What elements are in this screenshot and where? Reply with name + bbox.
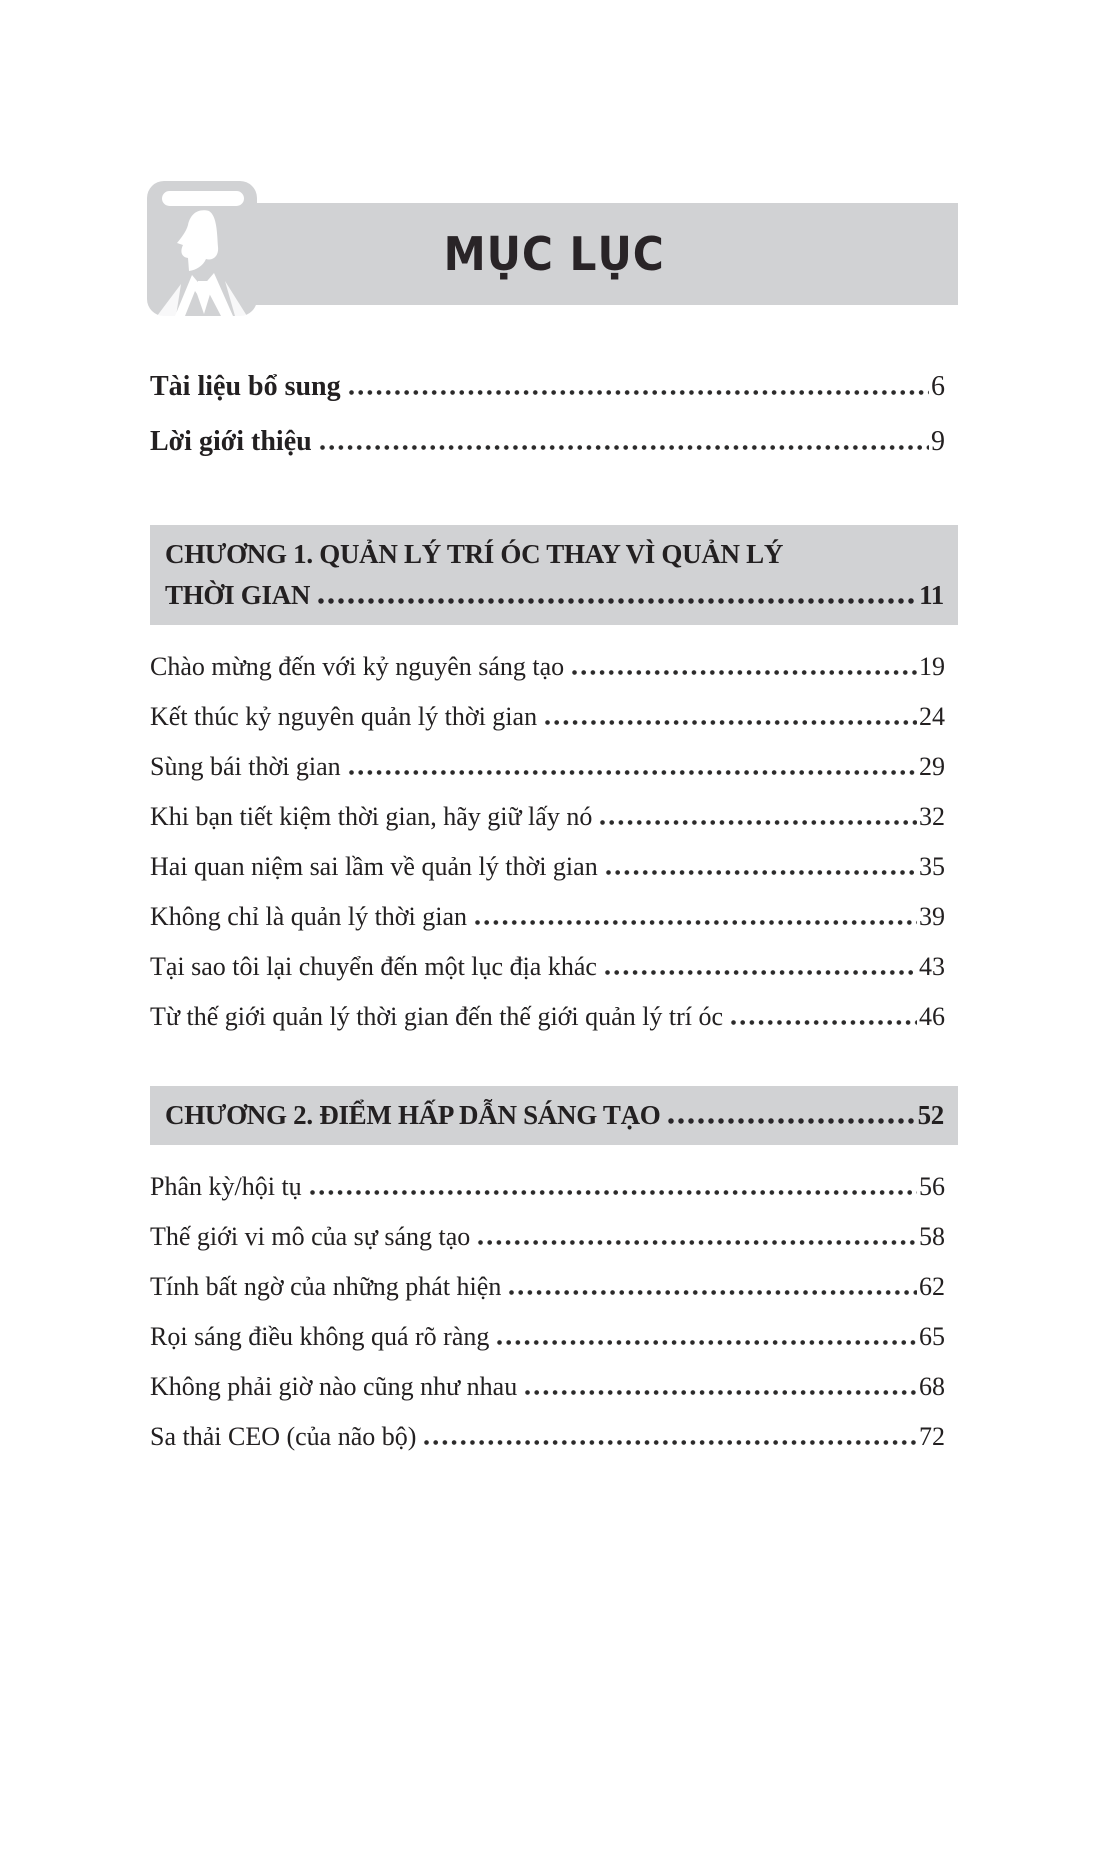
toc-entry-label: Sùng bái thời gian <box>150 752 341 781</box>
header-banner <box>150 203 958 305</box>
dot-leader <box>318 445 929 450</box>
dot-leader <box>308 1190 917 1195</box>
toc-entry-page: 32 <box>919 802 945 831</box>
dot-leader <box>603 970 917 975</box>
toc-entry <box>150 792 945 842</box>
toc-entry-page: 35 <box>919 852 945 881</box>
toc-entry-label: Tại sao tôi lại chuyển đến một lục địa khác <box>150 952 597 981</box>
chapter-2-heading <box>150 1086 958 1145</box>
toc-entry-page: 6 <box>931 371 945 402</box>
toc-entry <box>150 742 945 792</box>
toc-entry-page: 19 <box>919 652 945 681</box>
toc-entry-label: Hai quan niệm sai lầm về quản lý thời gian <box>150 852 598 881</box>
man-in-suit-profile-icon <box>147 181 257 316</box>
toc-entry <box>150 1262 945 1312</box>
chapter-2-entries <box>150 1162 958 1462</box>
chapter-page: 11 <box>919 580 944 610</box>
dot-leader <box>598 820 917 825</box>
dot-leader <box>604 870 917 875</box>
toc-entry-page: 58 <box>919 1222 945 1251</box>
toc-entry-label: Kết thúc kỷ nguyên quản lý thời gian <box>150 702 538 731</box>
toc-entry-page: 29 <box>919 752 945 781</box>
chapter-1-entries <box>150 642 958 1042</box>
dot-leader <box>347 390 929 395</box>
toc-entry <box>150 359 945 414</box>
toc-entry-label: Khi bạn tiết kiệm thời gian, hãy giữ lấy nó <box>150 802 593 831</box>
chapter-heading-line <box>165 1095 944 1136</box>
dot-leader <box>473 920 917 925</box>
toc-entry-page: 39 <box>919 902 945 931</box>
toc-entry-label: Tính bất ngờ của những phát hiện <box>150 1272 502 1301</box>
toc-entry <box>150 1412 945 1462</box>
toc-entry <box>150 1212 945 1262</box>
toc-entry-page: 9 <box>931 426 945 457</box>
toc-entry-page: 65 <box>919 1322 945 1351</box>
dot-leader <box>507 1290 917 1295</box>
dot-leader <box>422 1440 917 1445</box>
toc-entry-label: Từ thế giới quản lý thời gian đến thế giới quản lý trí óc <box>150 1002 724 1031</box>
toc-entry-label: Không chỉ là quản lý thời gian <box>150 902 468 931</box>
dot-leader <box>495 1340 917 1345</box>
toc-entry-page: 46 <box>919 1002 945 1031</box>
chapter-heading-line1: CHƯƠNG 1. QUẢN LÝ TRÍ ÓC THAY VÌ QUẢN LÝ <box>165 539 784 569</box>
dot-leader <box>316 598 917 604</box>
toc-entry-label: Tài liệu bổ sung <box>150 371 341 402</box>
dot-leader <box>543 720 917 725</box>
toc-entry-page: 43 <box>919 952 945 981</box>
toc-entry <box>150 942 945 992</box>
toc-entry <box>150 692 945 742</box>
toc-entry <box>150 642 945 692</box>
toc-entry-label: Sa thải CEO (của não bộ) <box>150 1422 417 1451</box>
chapter-heading-label: CHƯƠNG 2. ĐIỂM HẤP DẪN SÁNG TẠO <box>165 1100 661 1130</box>
chapter-heading-label: THỜI GIAN <box>165 580 311 610</box>
toc-entry-label: Rọi sáng điều không quá rõ ràng <box>150 1322 490 1351</box>
toc-entry-page: 24 <box>919 702 945 731</box>
dot-leader <box>523 1390 917 1395</box>
toc-entry-page: 72 <box>919 1422 945 1451</box>
page-title: MỤC LỤC <box>443 227 665 281</box>
toc-entry <box>150 1162 945 1212</box>
chapter-heading-line2 <box>165 575 944 616</box>
toc-entry <box>150 892 945 942</box>
toc-entry-label: Phân kỳ/hội tụ <box>150 1172 302 1201</box>
toc-entry <box>150 842 945 892</box>
dot-leader <box>729 1020 917 1025</box>
front-matter-list <box>150 359 958 469</box>
toc-entry-label: Thế giới vi mô của sự sáng tạo <box>150 1222 471 1251</box>
dot-leader <box>570 670 917 675</box>
toc-entry <box>150 1362 945 1412</box>
toc-entry <box>150 992 945 1042</box>
toc-entry-page: 62 <box>919 1272 945 1301</box>
dot-leader <box>666 1118 915 1124</box>
toc-entry-label: Chào mừng đến với kỷ nguyên sáng tạo <box>150 652 565 681</box>
toc-entry-label: Không phải giờ nào cũng như nhau <box>150 1372 518 1401</box>
chapter-page: 52 <box>917 1100 944 1130</box>
dot-leader <box>476 1240 917 1245</box>
toc-entry-page: 56 <box>919 1172 945 1201</box>
toc-entry <box>150 414 945 469</box>
toc-entry-label: Lời giới thiệu <box>150 426 312 457</box>
toc-entry <box>150 1312 945 1362</box>
toc-entry-page: 68 <box>919 1372 945 1401</box>
dot-leader <box>347 770 917 775</box>
chapter-1-heading <box>150 525 958 625</box>
toc-page <box>150 203 958 1462</box>
